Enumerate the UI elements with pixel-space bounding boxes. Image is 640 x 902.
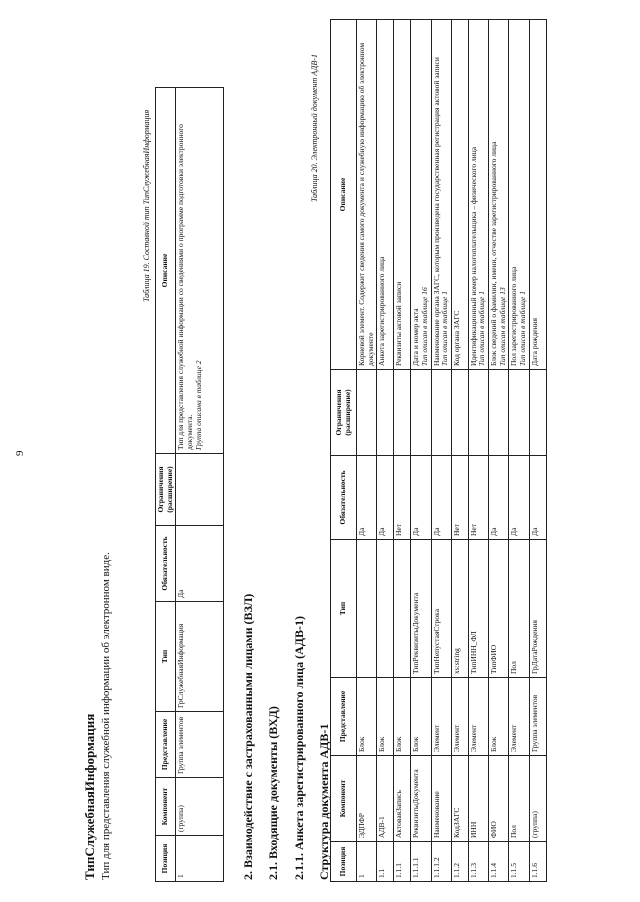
col-header: Компонент — [156, 778, 176, 836]
cell-description — [357, 20, 377, 370]
cell-representation: Блок — [489, 678, 509, 756]
col-header: Тип — [331, 540, 357, 678]
cell-required: Да — [357, 456, 377, 540]
cell-type — [394, 540, 411, 678]
cell-representation: Элемент — [431, 678, 451, 756]
cell-description — [176, 88, 224, 454]
cell-position: 1.1.1.1 — [411, 842, 431, 882]
cell-component: Пол — [509, 756, 529, 842]
description-text: Дата и номер акта — [411, 308, 421, 366]
cell-representation: Блок — [377, 678, 394, 756]
cell-description — [377, 20, 394, 370]
cell-type — [377, 540, 394, 678]
cell-limits — [489, 370, 509, 456]
cell-component: ЭДПФР — [357, 756, 377, 842]
cell-position: 1.1.2 — [451, 842, 468, 882]
cell-position: 1.1.5 — [509, 842, 529, 882]
cell-description — [394, 20, 411, 370]
cell-limits — [431, 370, 451, 456]
structure-heading: Структура документа АДВ-1 — [317, 723, 331, 880]
cell-position: 1.1.1 — [394, 842, 411, 882]
cell-position: 1 — [176, 836, 224, 882]
cell-required: Да — [176, 526, 224, 602]
table-row — [411, 20, 431, 882]
cell-type: xs:string — [451, 540, 468, 678]
cell-representation: Группа элементов — [529, 678, 546, 756]
table-row — [431, 20, 451, 882]
description-text: Пол зарегистрированного лица — [509, 266, 519, 366]
table1-header-row — [156, 88, 176, 882]
table-row — [377, 20, 394, 882]
table-row — [509, 20, 529, 882]
cell-description — [451, 20, 468, 370]
cell-component: АктоваяЗапись — [394, 756, 411, 842]
col-header: Ограничения (расширение) — [331, 370, 357, 456]
cell-representation: Блок — [357, 678, 377, 756]
cell-position: 1.1.3 — [468, 842, 488, 882]
table2-caption: Таблица 20. Электронный документ АДВ-1 — [310, 54, 319, 202]
table-row — [357, 20, 377, 882]
type-heading: ТипСлужебнаяИнформация — [82, 713, 97, 880]
cell-required: Да — [411, 456, 431, 540]
description-note: Группа описана в таблице 2 — [193, 360, 203, 450]
description-note: Тип описан в таблице 1 — [517, 291, 527, 366]
cell-representation: Элемент — [468, 678, 488, 756]
cell-type: ТипРеквизитыДокумента — [411, 540, 431, 678]
description-note: Тип описан в таблице 1 — [477, 291, 487, 366]
cell-component: (группа) — [529, 756, 546, 842]
description-text: Корневой элемент. Содержит сведения самого документа и служебную информацию об электронном документе — [357, 42, 375, 366]
cell-type: ГрДатаРождения — [529, 540, 546, 678]
cell-required: Нет — [468, 456, 488, 540]
cell-limits — [377, 370, 394, 456]
cell-representation: Блок — [411, 678, 431, 756]
cell-component: Наименование — [431, 756, 451, 842]
cell-type: ГрСлужебнаяИнформация — [176, 602, 224, 712]
cell-position: 1.1.1.2 — [431, 842, 451, 882]
cell-description — [431, 20, 451, 370]
description-note: Тип описан в таблице 13 — [497, 287, 507, 366]
cell-component: ИНН — [468, 756, 488, 842]
cell-representation: Группа элементов — [176, 712, 224, 778]
cell-description — [509, 20, 529, 370]
section-heading-2-1: 2.1. Входящие документы (ВХД) — [266, 706, 280, 880]
cell-representation: Элемент — [509, 678, 529, 756]
cell-type: ТипИНН_ФЛ — [468, 540, 488, 678]
cell-limits — [451, 370, 468, 456]
cell-required: Нет — [451, 456, 468, 540]
description-text: Блок сведений о фамилии, имени, отчестве зарегистрированного лица — [489, 141, 498, 366]
cell-component: ФИО — [489, 756, 509, 842]
cell-description — [489, 20, 509, 370]
cell-component: АДВ-1 — [377, 756, 394, 842]
col-header: Позиция — [156, 836, 176, 882]
col-header: Обязательность — [156, 526, 176, 602]
description-text: Тип для представления служебной информации со сведениями о программе подготовки электронного документа. — [176, 124, 194, 450]
description-text: Наименование органа ЗАГС, которым произведена государственная регистрация актовой записи — [431, 57, 441, 366]
description-text: Код органа ЗАГС — [451, 310, 461, 366]
col-header: Компонент — [331, 756, 357, 842]
description-text: Реквизиты актовой записи — [394, 281, 404, 366]
col-header: Тип — [156, 602, 176, 712]
cell-required: Да — [509, 456, 529, 540]
description-text: Дата рождения — [529, 318, 539, 366]
cell-type: Пол — [509, 540, 529, 678]
col-header: Обязательность — [331, 456, 357, 540]
description-note: Тип описан в таблице 1 — [440, 291, 450, 366]
col-header: Представление — [156, 712, 176, 778]
cell-position: 1.1.4 — [489, 842, 509, 882]
cell-limits — [468, 370, 488, 456]
cell-required: Нет — [394, 456, 411, 540]
table2-header-row — [331, 20, 357, 882]
cell-position: 1 — [357, 842, 377, 882]
cell-limits — [411, 370, 431, 456]
page-number: 9 — [14, 450, 26, 456]
cell-limits — [394, 370, 411, 456]
cell-required: Да — [489, 456, 509, 540]
cell-limits — [529, 370, 546, 456]
cell-description — [468, 20, 488, 370]
col-header: Ограничения (расширение) — [156, 454, 176, 526]
table-row — [394, 20, 411, 882]
col-header: Описание — [331, 20, 357, 370]
cell-component: РеквизитыДокумента — [411, 756, 431, 842]
description-text: Анкета зарегистрированного лица — [377, 256, 387, 366]
cell-representation: Элемент — [451, 678, 468, 756]
cell-position: 1.1 — [377, 842, 394, 882]
cell-type — [357, 540, 377, 678]
cell-position: 1.1.6 — [529, 842, 546, 882]
cell-required: Да — [529, 456, 546, 540]
description-note: Тип описан в таблице 16 — [419, 287, 429, 366]
table-row — [529, 20, 546, 882]
cell-component: (группа) — [176, 778, 224, 836]
service-info-table — [155, 87, 224, 882]
cell-required: Да — [431, 456, 451, 540]
cell-required: Да — [377, 456, 394, 540]
table-row — [176, 88, 224, 882]
cell-representation: Блок — [394, 678, 411, 756]
intro-paragraph: Тип для представления служебной информации об электронном виде. — [100, 552, 112, 880]
table-row — [451, 20, 468, 882]
col-header: Позиция — [331, 842, 357, 882]
cell-type: ТипНепустаяСтрока — [431, 540, 451, 678]
description-text: Идентификационный номер налогоплательщика – физического лица — [468, 146, 478, 366]
table-row — [489, 20, 509, 882]
cell-limits — [357, 370, 377, 456]
section-heading-2: 2. Взаимодействие с застрахованными лицами (ВЗЛ) — [241, 593, 255, 880]
cell-type: ТипФИО — [489, 540, 509, 678]
col-header: Представление — [331, 678, 357, 756]
cell-limits — [509, 370, 529, 456]
cell-description — [529, 20, 546, 370]
table-row — [468, 20, 488, 882]
cell-component: КодЗАГС — [451, 756, 468, 842]
table1-caption: Таблица 19. Составной тип ТипСлужебнаяИнформация — [142, 109, 151, 302]
cell-description — [411, 20, 431, 370]
cell-limits — [176, 454, 224, 526]
adv1-structure-table — [330, 19, 547, 882]
section-heading-2-1-1: 2.1.1. Анкета зарегистрированного лица (АДВ-1) — [292, 615, 306, 880]
col-header: Описание — [156, 88, 176, 454]
